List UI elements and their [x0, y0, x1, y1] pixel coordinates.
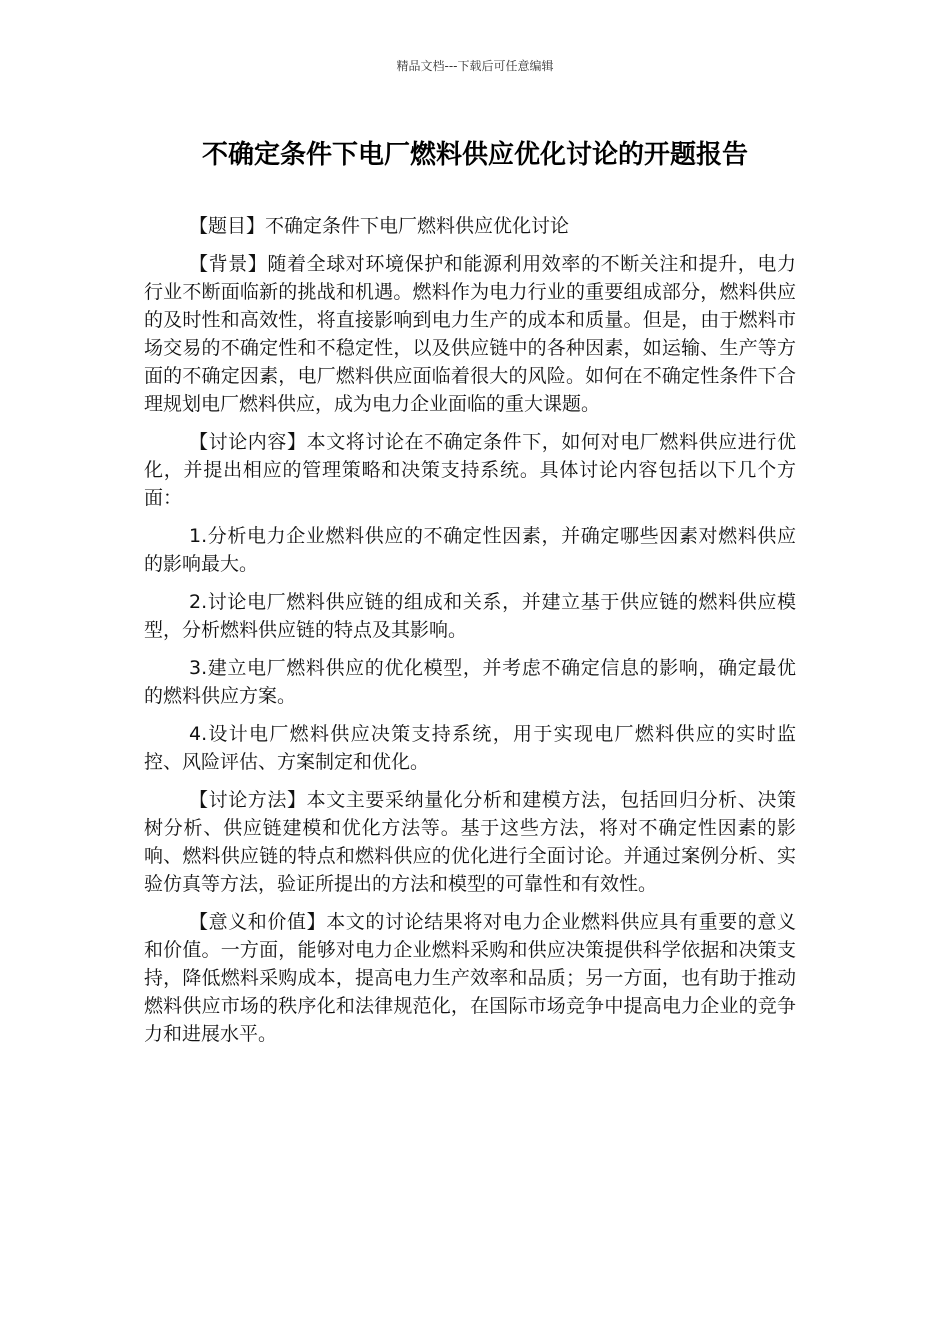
paragraph-background: 【背景】随着全球对环境保护和能源利用效率的不断关注和提升，电力行业不断面临新的挑战和机遇。燃料作为电力行业的重要组成部分，燃料供应的及时性和高效性，将直接影响到电力生产的成本和质量。但是，由于燃料市场交易的不确定性和不稳定性，以及供应链中的各种因素，如运输、生产等方面的不确定因素，电厂燃料供应面临着很大的风险。如何在不确定性条件下合理规划电厂燃料供应，成为电力企业面临的重大课题。 — [144, 253, 796, 415]
list-item-2: 2.讨论电厂燃料供应链的组成和关系，并建立基于供应链的燃料供应模型，分析燃料供应链的特点及其影响。 — [144, 591, 796, 641]
paragraph-method: 【讨论方法】本文主要采纳量化分析和建模方法，包括回归分析、决策树分析、供应链建模和优化方法等。基于这些方法，将对不确定性因素的影响、燃料供应链的特点和燃料供应的优化进行全面讨论。并通过案例分析、实验仿真等方法，验证所提出的方法和模型的可靠性和有效性。 — [144, 789, 796, 895]
document-title: 不确定条件下电厂燃料供应优化讨论的开题报告 — [201, 140, 748, 170]
list-item-4: 4.设计电厂燃料供应决策支持系统，用于实现电厂燃料供应的实时监控、风险评估、方案制定和优化。 — [144, 723, 796, 773]
paragraph-significance: 【意义和价值】本文的讨论结果将对电力企业燃料供应具有重要的意义和价值。一方面，能够对电力企业燃料采购和供应决策提供科学依据和决策支持，降低燃料采购成本，提高电力生产效率和品质；另一方面，也有助于推动燃料供应市场的秩序化和法律规范化，在国际市场竞争中提高电力企业的竞争力和进展水平。 — [144, 911, 796, 1045]
paragraph-content: 【讨论内容】本文将讨论在不确定条件下，如何对电厂燃料供应进行优化，并提出相应的管理策略和决策支持系统。具体讨论内容包括以下几个方面： — [144, 431, 796, 509]
document-body — [144, 212, 796, 1058]
header-note: 精品文档---下载后可任意编辑 — [396, 59, 554, 73]
list-item-3: 3.建立电厂燃料供应的优化模型，并考虑不确定信息的影响，确定最优的燃料供应方案。 — [144, 657, 796, 707]
paragraph-topic: 【题目】不确定条件下电厂燃料供应优化讨论 — [189, 215, 570, 237]
list-item-1: 1.分析电力企业燃料供应的不确定性因素，并确定哪些因素对燃料供应的影响最大。 — [144, 525, 796, 575]
